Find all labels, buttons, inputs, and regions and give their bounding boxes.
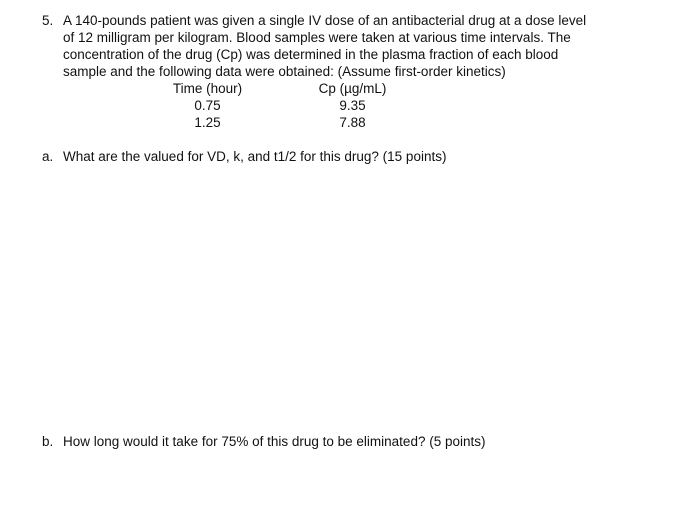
cell-time: 1.25 <box>194 115 221 130</box>
question-text <box>63 12 653 80</box>
question-line: concentration of the drug (Cp) was determined in the plasma fraction of each blood <box>63 47 559 62</box>
table-row <box>150 97 440 114</box>
cell-cp: 7.88 <box>339 115 366 130</box>
sub-question-text: What are the valued for VD, k, and t1/2 for this drug? (15 points) <box>63 149 447 164</box>
data-table <box>150 80 440 131</box>
question-line: A 140-pounds patient was given a single IV dose of an antibacterial drug at a dose level <box>63 13 587 28</box>
question-line: of 12 milligram per kilogram. Blood samples were taken at various time intervals. The <box>63 30 571 45</box>
header-cp: Cp (µg/mL) <box>318 81 387 96</box>
sub-question-letter: b. <box>42 434 54 449</box>
question-number: 5. <box>42 13 54 28</box>
table-header-row <box>150 80 440 97</box>
sub-question-text: How long would it take for 75% of this drug to be eliminated? (5 points) <box>63 434 486 449</box>
cell-cp: 9.35 <box>339 98 366 113</box>
cell-time: 0.75 <box>194 98 221 113</box>
sub-question-b <box>42 433 485 450</box>
sub-question-a <box>42 148 446 165</box>
table-row <box>150 114 440 131</box>
sub-question-letter: a. <box>42 149 54 164</box>
question-line: sample and the following data were obtained: (Assume first-order kinetics) <box>63 64 506 79</box>
header-time: Time (hour) <box>172 81 243 96</box>
